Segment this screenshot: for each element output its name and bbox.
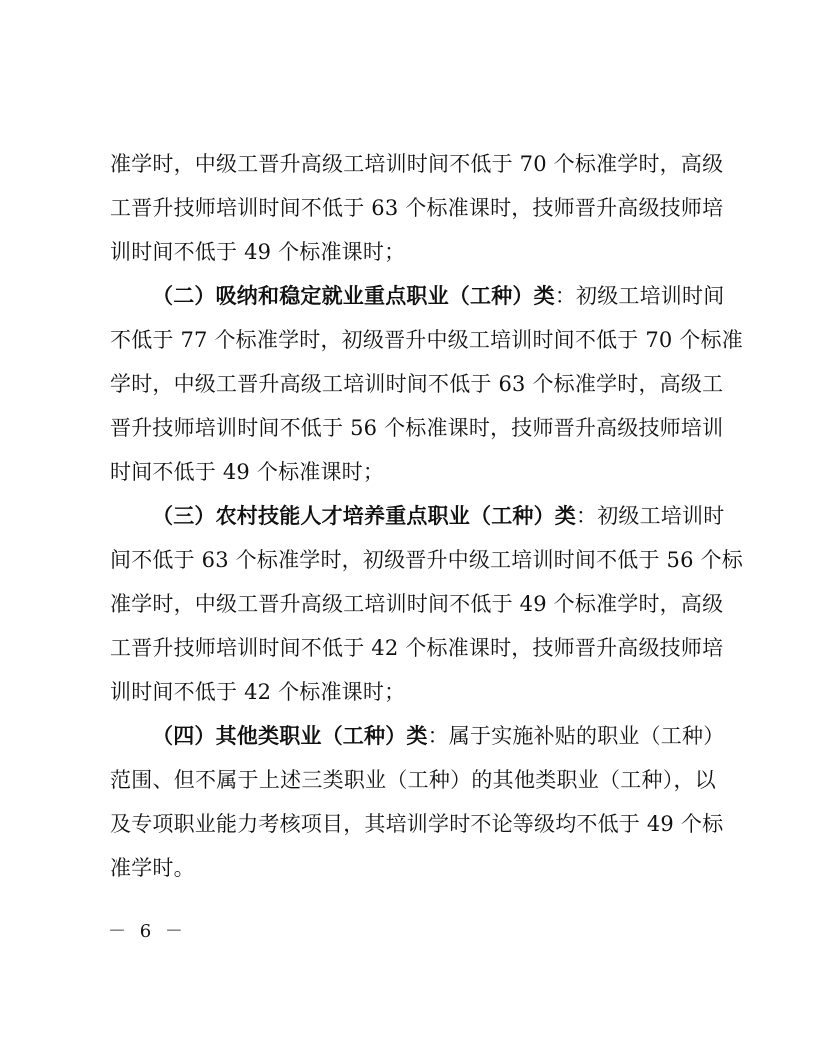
paragraph-line: 晋升技师培训时间不低于 56 个标准课时，技师晋升高级技师培训	[110, 416, 724, 440]
paragraph-line: 及专项职业能力考核项目，其培训学时不论等级均不低于 49 个标	[110, 812, 724, 836]
paragraph-line: 准学时。	[110, 856, 195, 880]
paragraph-line: 工晋升技师培训时间不低于 63 个标准课时，技师晋升高级技师培	[110, 196, 724, 220]
paragraph-line: 时间不低于 49 个标准课时；	[110, 460, 385, 484]
section-heading: （四）其他类职业（工种）类	[152, 723, 428, 748]
paragraph-text: ：初级工培训时间	[554, 284, 725, 308]
paragraph-text: ：初级工培训时	[576, 504, 725, 528]
section-heading: （三）农村技能人才培养重点职业（工种）类	[152, 503, 576, 528]
paragraph-line: 范围、但不属于上述三类职业（工种）的其他类职业（工种），以	[110, 768, 716, 792]
paragraph-line: 学时，中级工晋升高级工培训时间不低于 63 个标准学时，高级工	[110, 372, 724, 396]
paragraph-line: 间不低于 63 个标准学时，初级晋升中级工培训时间不低于 56 个标	[110, 548, 743, 572]
paragraph-first-line	[152, 722, 725, 750]
paragraph-line: 工晋升技师培训时间不低于 42 个标准课时，技师晋升高级技师培	[110, 636, 724, 660]
paragraph-line: 准学时，中级工晋升高级工培训时间不低于 70 个标准学时，高级	[110, 152, 724, 176]
paragraph-first-line	[152, 282, 725, 310]
page-number: － 6 －	[108, 921, 187, 942]
section-heading: （二）吸纳和稳定就业重点职业（工种）类	[152, 283, 555, 308]
paragraph-line: 不低于 77 个标准学时，初级晋升中级工培训时间不低于 70 个标准	[110, 328, 743, 352]
paragraph-text: ：属于实施补贴的职业（工种）	[427, 724, 725, 748]
paragraph-line: 训时间不低于 42 个标准课时；	[110, 680, 406, 704]
paragraph-line: 训时间不低于 49 个标准课时；	[110, 240, 406, 264]
paragraph-first-line	[152, 502, 725, 530]
paragraph-line: 准学时，中级工晋升高级工培训时间不低于 49 个标准学时，高级	[110, 592, 724, 616]
